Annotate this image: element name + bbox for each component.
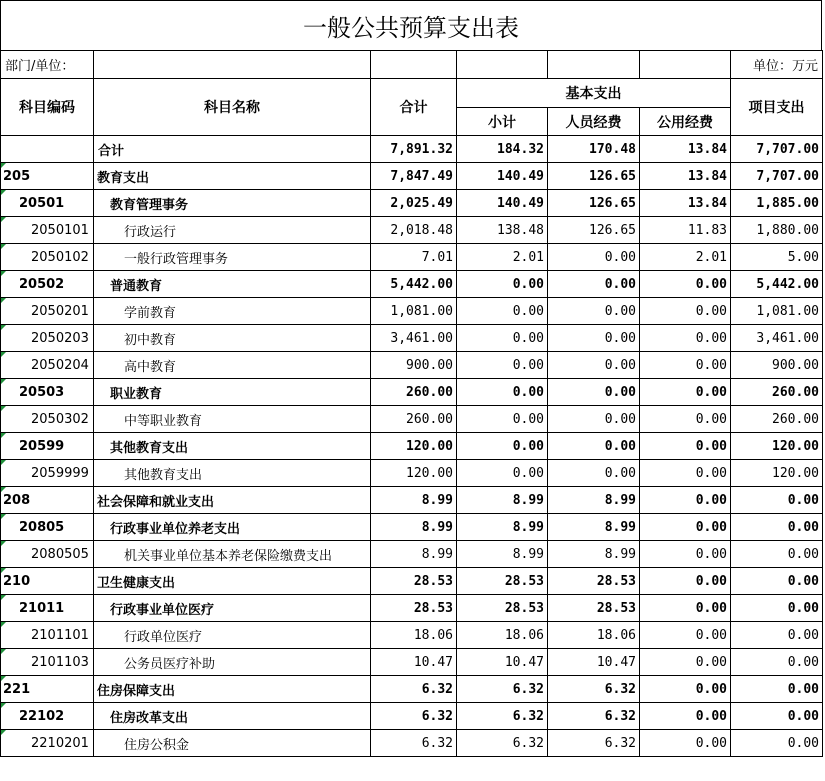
cell-name[interactable]: 行政事业单位养老支出 xyxy=(94,514,371,541)
cell-public[interactable]: 0.00 xyxy=(640,460,731,487)
table-row[interactable] xyxy=(1,514,823,541)
cell-project[interactable]: 7,707.00 xyxy=(731,136,823,163)
cell-subtotal[interactable]: 138.48 xyxy=(457,217,548,244)
table-row[interactable] xyxy=(1,541,823,568)
cell-subtotal[interactable]: 18.06 xyxy=(457,622,548,649)
cell-total[interactable]: 2,018.48 xyxy=(371,217,457,244)
cell-name[interactable]: 机关事业单位基本养老保险缴费支出 xyxy=(94,541,371,568)
cell-personnel[interactable]: 0.00 xyxy=(548,271,640,298)
cell-name[interactable]: 住房公积金 xyxy=(94,730,371,757)
cell-project[interactable]: 260.00 xyxy=(731,406,823,433)
cell-code[interactable]: 20599 xyxy=(1,433,94,460)
cell-subtotal[interactable]: 28.53 xyxy=(457,568,548,595)
cell-personnel[interactable]: 126.65 xyxy=(548,190,640,217)
cell-public[interactable]: 0.00 xyxy=(640,541,731,568)
cell-subtotal[interactable]: 6.32 xyxy=(457,676,548,703)
header-personnel: 人员经费 xyxy=(548,108,640,136)
cell-name[interactable]: 高中教育 xyxy=(94,352,371,379)
cell-public[interactable]: 2.01 xyxy=(640,244,731,271)
cell-project[interactable]: 0.00 xyxy=(731,676,823,703)
cell-public[interactable]: 13.84 xyxy=(640,136,731,163)
cell-subtotal[interactable]: 2.01 xyxy=(457,244,548,271)
cell-project[interactable]: 900.00 xyxy=(731,352,823,379)
table-row[interactable] xyxy=(1,217,823,244)
cell-total[interactable]: 7.01 xyxy=(371,244,457,271)
cell-total[interactable]: 6.32 xyxy=(371,676,457,703)
table-row[interactable] xyxy=(1,568,823,595)
table-row[interactable] xyxy=(1,703,823,730)
cell-total[interactable]: 2,025.49 xyxy=(371,190,457,217)
cell-project[interactable]: 0.00 xyxy=(731,568,823,595)
cell-total[interactable]: 120.00 xyxy=(371,460,457,487)
cell-personnel[interactable]: 28.53 xyxy=(548,595,640,622)
cell-name[interactable]: 行政单位医疗 xyxy=(94,622,371,649)
cell-code[interactable]: 21011 xyxy=(1,595,94,622)
cell-personnel[interactable]: 0.00 xyxy=(548,244,640,271)
cell-total[interactable]: 3,461.00 xyxy=(371,325,457,352)
cell-name[interactable]: 初中教育 xyxy=(94,325,371,352)
cell-project[interactable]: 1,885.00 xyxy=(731,190,823,217)
cell-subtotal[interactable]: 0.00 xyxy=(457,298,548,325)
cell-name[interactable]: 其他教育支出 xyxy=(94,460,371,487)
cell-personnel[interactable]: 0.00 xyxy=(548,460,640,487)
cell-name[interactable]: 公务员医疗补助 xyxy=(94,649,371,676)
table-row[interactable] xyxy=(1,298,823,325)
cell-total[interactable]: 28.53 xyxy=(371,595,457,622)
cell-name[interactable]: 教育管理事务 xyxy=(94,190,371,217)
cell-name[interactable]: 一般行政管理事务 xyxy=(94,244,371,271)
header-total: 合计 xyxy=(371,79,457,136)
table-row[interactable] xyxy=(1,676,823,703)
empty-cell[interactable] xyxy=(640,51,731,79)
cell-personnel[interactable]: 6.32 xyxy=(548,730,640,757)
cell-name[interactable]: 行政事业单位医疗 xyxy=(94,595,371,622)
cell-code[interactable]: 20805 xyxy=(1,514,94,541)
header-public: 公用经费 xyxy=(640,108,731,136)
unit-label: 单位：万元 xyxy=(731,51,823,79)
cell-subtotal[interactable]: 6.32 xyxy=(457,703,548,730)
cell-project[interactable]: 5,442.00 xyxy=(731,271,823,298)
cell-code[interactable]: 22102 xyxy=(1,703,94,730)
header-project: 项目支出 xyxy=(731,79,823,136)
cell-total[interactable]: 10.47 xyxy=(371,649,457,676)
cell-project[interactable]: 0.00 xyxy=(731,541,823,568)
header-code: 科目编码 xyxy=(1,79,94,136)
cell-subtotal[interactable]: 0.00 xyxy=(457,271,548,298)
cell-code[interactable]: 2050203 xyxy=(1,325,94,352)
table-row[interactable] xyxy=(1,487,823,514)
cell-name[interactable]: 其他教育支出 xyxy=(94,433,371,460)
cell-personnel[interactable]: 0.00 xyxy=(548,352,640,379)
table-row[interactable] xyxy=(1,136,823,163)
table-row[interactable] xyxy=(1,244,823,271)
cell-code[interactable]: 2050102 xyxy=(1,244,94,271)
cell-public[interactable]: 0.00 xyxy=(640,730,731,757)
cell-personnel[interactable]: 0.00 xyxy=(548,433,640,460)
cell-public[interactable]: 0.00 xyxy=(640,433,731,460)
cell-code[interactable]: 20501 xyxy=(1,190,94,217)
cell-subtotal[interactable]: 0.00 xyxy=(457,379,548,406)
cell-total[interactable]: 7,891.32 xyxy=(371,136,457,163)
cell-code[interactable] xyxy=(1,136,94,163)
cell-total[interactable]: 260.00 xyxy=(371,379,457,406)
table-row[interactable] xyxy=(1,730,823,757)
cell-personnel[interactable]: 6.32 xyxy=(548,676,640,703)
cell-code[interactable]: 2059999 xyxy=(1,460,94,487)
cell-name[interactable]: 住房改革支出 xyxy=(94,703,371,730)
table-row[interactable] xyxy=(1,190,823,217)
cell-name[interactable]: 教育支出 xyxy=(94,163,371,190)
cell-public[interactable]: 0.00 xyxy=(640,622,731,649)
cell-project[interactable]: 1,081.00 xyxy=(731,298,823,325)
cell-total[interactable]: 18.06 xyxy=(371,622,457,649)
table-row[interactable] xyxy=(1,379,823,406)
cell-subtotal[interactable]: 0.00 xyxy=(457,352,548,379)
table-row[interactable] xyxy=(1,352,823,379)
page-title: 一般公共预算支出表 xyxy=(0,0,822,50)
empty-cell[interactable] xyxy=(457,51,548,79)
cell-subtotal[interactable]: 140.49 xyxy=(457,163,548,190)
cell-public[interactable]: 0.00 xyxy=(640,514,731,541)
cell-total[interactable]: 120.00 xyxy=(371,433,457,460)
cell-code[interactable]: 2080505 xyxy=(1,541,94,568)
cell-public[interactable]: 0.00 xyxy=(640,352,731,379)
cell-subtotal[interactable]: 6.32 xyxy=(457,730,548,757)
cell-total[interactable]: 7,847.49 xyxy=(371,163,457,190)
cell-public[interactable]: 0.00 xyxy=(640,676,731,703)
cell-project[interactable]: 0.00 xyxy=(731,514,823,541)
cell-total[interactable]: 6.32 xyxy=(371,703,457,730)
cell-project[interactable]: 0.00 xyxy=(731,595,823,622)
cell-code[interactable]: 20502 xyxy=(1,271,94,298)
empty-cell[interactable] xyxy=(371,51,457,79)
cell-public[interactable]: 0.00 xyxy=(640,406,731,433)
cell-total[interactable]: 8.99 xyxy=(371,487,457,514)
cell-personnel[interactable]: 0.00 xyxy=(548,406,640,433)
cell-personnel[interactable]: 6.32 xyxy=(548,703,640,730)
cell-project[interactable]: 120.00 xyxy=(731,433,823,460)
cell-name[interactable]: 学前教育 xyxy=(94,298,371,325)
cell-public[interactable]: 0.00 xyxy=(640,595,731,622)
cell-code[interactable]: 210 xyxy=(1,568,94,595)
cell-subtotal[interactable]: 0.00 xyxy=(457,460,548,487)
cell-subtotal[interactable]: 8.99 xyxy=(457,541,548,568)
cell-public[interactable]: 0.00 xyxy=(640,271,731,298)
table-row[interactable] xyxy=(1,595,823,622)
cell-project[interactable]: 3,461.00 xyxy=(731,325,823,352)
header-row-1 xyxy=(1,79,823,108)
cell-name[interactable]: 合计 xyxy=(94,136,371,163)
cell-code[interactable]: 2050201 xyxy=(1,298,94,325)
cell-project[interactable]: 0.00 xyxy=(731,730,823,757)
cell-project[interactable]: 0.00 xyxy=(731,649,823,676)
cell-total[interactable]: 8.99 xyxy=(371,541,457,568)
table-row[interactable] xyxy=(1,163,823,190)
cell-code[interactable]: 20503 xyxy=(1,379,94,406)
cell-public[interactable]: 0.00 xyxy=(640,568,731,595)
header-subtotal: 小计 xyxy=(457,108,548,136)
cell-name[interactable]: 社会保障和就业支出 xyxy=(94,487,371,514)
table-row[interactable] xyxy=(1,649,823,676)
dept-value-cell[interactable] xyxy=(94,51,371,79)
cell-name[interactable]: 行政运行 xyxy=(94,217,371,244)
cell-code[interactable]: 208 xyxy=(1,487,94,514)
cell-personnel[interactable]: 8.99 xyxy=(548,487,640,514)
cell-code[interactable]: 2050204 xyxy=(1,352,94,379)
unit-row xyxy=(1,51,823,79)
cell-project[interactable]: 0.00 xyxy=(731,703,823,730)
cell-personnel[interactable]: 126.65 xyxy=(548,163,640,190)
cell-project[interactable]: 5.00 xyxy=(731,244,823,271)
cell-subtotal[interactable]: 8.99 xyxy=(457,514,548,541)
cell-code[interactable]: 221 xyxy=(1,676,94,703)
cell-personnel[interactable]: 0.00 xyxy=(548,325,640,352)
cell-project[interactable]: 7,707.00 xyxy=(731,163,823,190)
cell-personnel[interactable]: 18.06 xyxy=(548,622,640,649)
cell-project[interactable]: 1,880.00 xyxy=(731,217,823,244)
cell-personnel[interactable]: 0.00 xyxy=(548,298,640,325)
cell-subtotal[interactable]: 184.32 xyxy=(457,136,548,163)
table-row[interactable] xyxy=(1,622,823,649)
cell-subtotal[interactable]: 140.49 xyxy=(457,190,548,217)
cell-subtotal[interactable]: 8.99 xyxy=(457,487,548,514)
cell-project[interactable]: 0.00 xyxy=(731,622,823,649)
empty-cell[interactable] xyxy=(548,51,640,79)
cell-total[interactable]: 260.00 xyxy=(371,406,457,433)
cell-public[interactable]: 0.00 xyxy=(640,298,731,325)
cell-code[interactable]: 2101103 xyxy=(1,649,94,676)
cell-public[interactable]: 13.84 xyxy=(640,190,731,217)
cell-code[interactable]: 2101101 xyxy=(1,622,94,649)
cell-project[interactable]: 0.00 xyxy=(731,487,823,514)
cell-total[interactable]: 6.32 xyxy=(371,730,457,757)
table-row[interactable] xyxy=(1,460,823,487)
table-row[interactable] xyxy=(1,271,823,298)
cell-project[interactable]: 260.00 xyxy=(731,379,823,406)
cell-public[interactable]: 0.00 xyxy=(640,703,731,730)
cell-code[interactable]: 2210201 xyxy=(1,730,94,757)
cell-public[interactable]: 0.00 xyxy=(640,649,731,676)
cell-public[interactable]: 0.00 xyxy=(640,379,731,406)
cell-total[interactable]: 28.53 xyxy=(371,568,457,595)
cell-name[interactable]: 卫生健康支出 xyxy=(94,568,371,595)
budget-table xyxy=(0,50,823,757)
cell-personnel[interactable]: 8.99 xyxy=(548,541,640,568)
cell-total[interactable]: 8.99 xyxy=(371,514,457,541)
table-row[interactable] xyxy=(1,433,823,460)
cell-total[interactable]: 900.00 xyxy=(371,352,457,379)
cell-project[interactable]: 120.00 xyxy=(731,460,823,487)
cell-subtotal[interactable]: 10.47 xyxy=(457,649,548,676)
cell-public[interactable]: 0.00 xyxy=(640,325,731,352)
cell-total[interactable]: 5,442.00 xyxy=(371,271,457,298)
cell-personnel[interactable]: 0.00 xyxy=(548,379,640,406)
dept-label: 部门/单位： xyxy=(1,51,94,79)
cell-name[interactable]: 职业教育 xyxy=(94,379,371,406)
table-row[interactable] xyxy=(1,406,823,433)
cell-name[interactable]: 普通教育 xyxy=(94,271,371,298)
cell-personnel[interactable]: 28.53 xyxy=(548,568,640,595)
header-name: 科目名称 xyxy=(94,79,371,136)
cell-name[interactable]: 住房保障支出 xyxy=(94,676,371,703)
cell-total[interactable]: 1,081.00 xyxy=(371,298,457,325)
cell-personnel[interactable]: 8.99 xyxy=(548,514,640,541)
header-basic: 基本支出 xyxy=(457,79,731,108)
cell-subtotal[interactable]: 0.00 xyxy=(457,433,548,460)
cell-personnel[interactable]: 10.47 xyxy=(548,649,640,676)
cell-subtotal[interactable]: 0.00 xyxy=(457,325,548,352)
table-row[interactable] xyxy=(1,325,823,352)
cell-personnel[interactable]: 170.48 xyxy=(548,136,640,163)
cell-code[interactable]: 205 xyxy=(1,163,94,190)
cell-personnel[interactable]: 126.65 xyxy=(548,217,640,244)
cell-code[interactable]: 2050101 xyxy=(1,217,94,244)
cell-subtotal[interactable]: 28.53 xyxy=(457,595,548,622)
cell-public[interactable]: 0.00 xyxy=(640,487,731,514)
cell-subtotal[interactable]: 0.00 xyxy=(457,406,548,433)
cell-name[interactable]: 中等职业教育 xyxy=(94,406,371,433)
cell-public[interactable]: 13.84 xyxy=(640,163,731,190)
cell-public[interactable]: 11.83 xyxy=(640,217,731,244)
cell-code[interactable]: 2050302 xyxy=(1,406,94,433)
